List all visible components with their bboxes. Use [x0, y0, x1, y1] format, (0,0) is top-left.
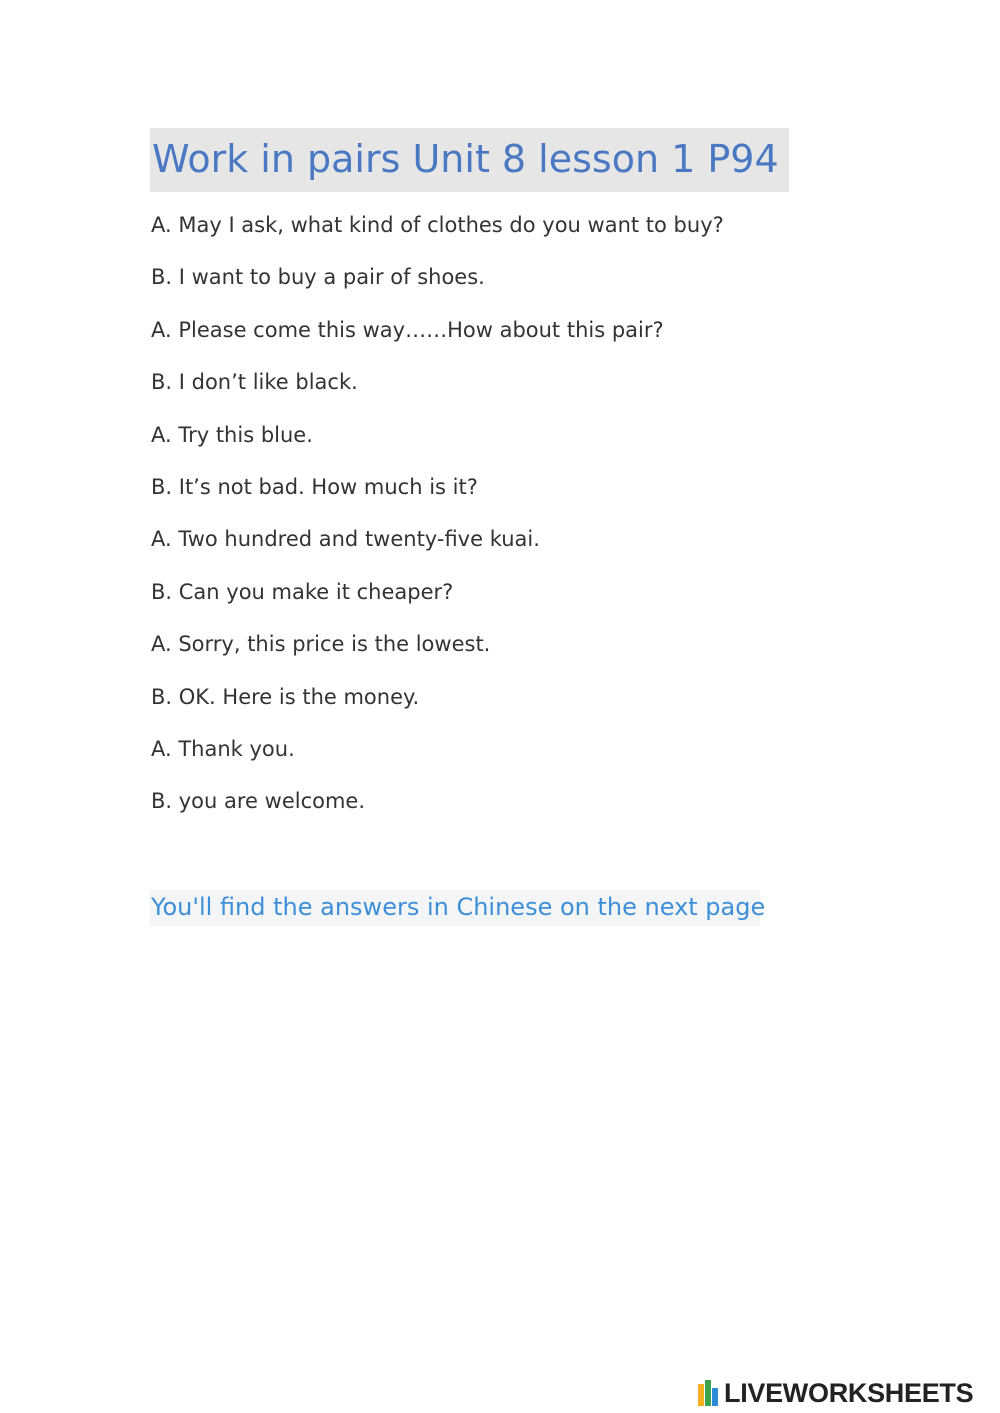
logo-wordmark: LIVEWORKSHEETS [724, 1378, 974, 1408]
dialogue-line: B. Can you make it cheaper? [151, 579, 454, 604]
dialogue-line: B. OK. Here is the money. [151, 684, 420, 709]
answers-note-banner [150, 890, 766, 926]
dialogue-line: A. Try this blue. [151, 422, 313, 447]
dialogue-list [151, 206, 871, 835]
dialogue-line: A. Sorry, this price is the lowest. [151, 632, 491, 657]
dialogue-line: A. Please come this way……How about this pair? [151, 317, 664, 342]
dialogue-line: A. Thank you. [151, 736, 295, 761]
dialogue-line: B. I want to buy a pair of shoes. [151, 265, 485, 290]
answers-note: You'll find the answers in Chinese on the next page [151, 893, 766, 921]
dialogue-line: B. It’s not bad. How much is it? [151, 474, 478, 499]
title-banner [150, 128, 789, 192]
dialogue-line: A. May I ask, what kind of clothes do you want to buy? [151, 213, 724, 237]
dialogue-line: A. Two hundred and twenty-five kuai. [151, 527, 540, 552]
page-title: Work in pairs Unit 8 lesson 1 P94 [152, 137, 779, 181]
liveworksheets-logo-icon [698, 1380, 720, 1406]
liveworksheets-logo [698, 1378, 973, 1408]
dialogue-line: B. you are welcome. [151, 789, 366, 814]
dialogue-line: B. I don’t like black. [151, 370, 358, 395]
